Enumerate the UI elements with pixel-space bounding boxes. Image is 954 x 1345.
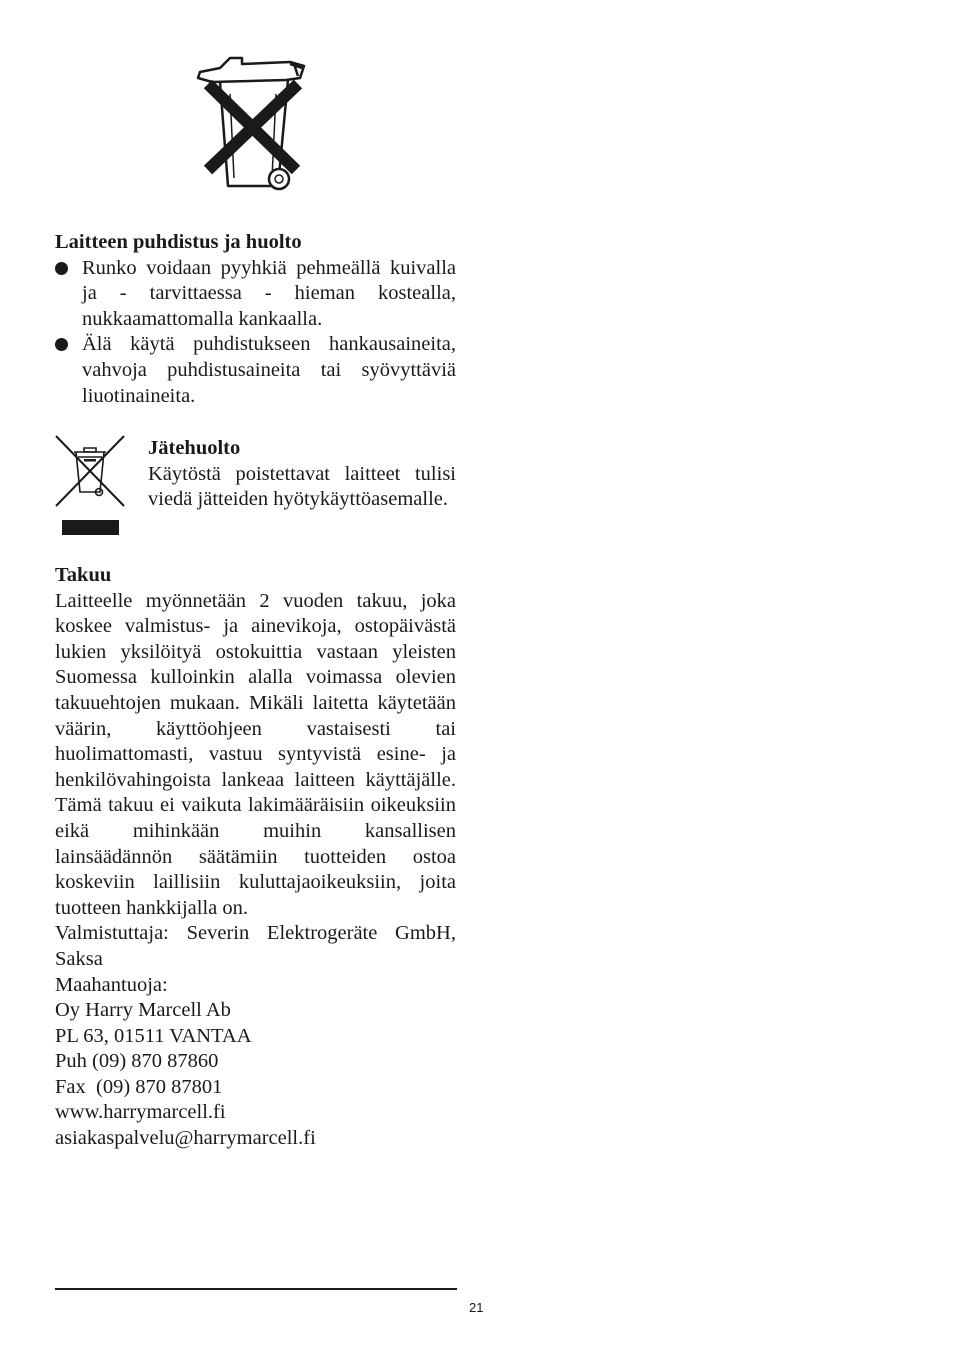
- importer-website[interactable]: www.harrymarcell.fi: [55, 1101, 226, 1124]
- disposal-text: Käytöstä poistettavat laitteet tulisi viedä jätteiden hyötykäyttöasemalle.: [148, 462, 456, 511]
- footer-rule: [55, 1288, 457, 1290]
- page-number: 21: [469, 1300, 484, 1315]
- bullet-icon: [55, 338, 68, 351]
- disposal-heading: Jätehuolto: [148, 437, 241, 459]
- importer-phone: Puh (09) 870 87860: [55, 1050, 219, 1073]
- importer-fax: Fax (09) 870 87801: [55, 1075, 223, 1098]
- weee-crossed-bin-icon: [54, 434, 126, 539]
- manufacturer-line: Valmistuttaja: Severin Elektrogeräte GmbH, Saksa: [55, 922, 456, 970]
- importer-address: PL 63, 01511 VANTAA: [55, 1024, 252, 1047]
- crossed-wheelie-bin-icon: [190, 50, 310, 195]
- cleaning-bullet-list: [55, 256, 456, 410]
- list-item: [55, 256, 456, 333]
- list-item: [55, 332, 456, 409]
- importer-name: Oy Harry Marcell Ab: [55, 999, 231, 1022]
- bullet-text: Runko voidaan pyyhkiä pehmeällä kuivalla ja - tarvittaessa - hieman kostealla, nukkaamattomalla kankaalla.: [82, 256, 456, 330]
- warranty-text: Laitteelle myönnetään 2 vuoden takuu, joka koskee valmistus- ja ainevikoja, ostopäivästä lukien yksilöityä ostokuittia vastaan yleisten Suomessa kulloinkin alalla voimassa olevien takuuehtojen mukaan. Mikäli laitetta käytetään väärin, käyttöohjeen vastaisesti tai huolimattomasti, vastuu syntyvistä esine- ja henkilövahingoista lankeaa laitteen käyttäjälle. Tämä takuu ei vaikuta lakimääräisiin oikeuksiin eikä mihinkään muihin kansallisen lainsäädännön säätämiin tuotteiden ostoa koskeviin laillisiin kuluttajaoikeuksiin, joita tuotteen hankkijalla on.: [55, 589, 456, 919]
- importer-label: Maahantuoja:: [55, 973, 168, 996]
- warranty-heading: Takuu: [55, 564, 112, 586]
- disposal-section: [148, 436, 456, 513]
- cleaning-section: [55, 230, 456, 409]
- importer-email[interactable]: asiakaspalvelu@harrymarcell.fi: [55, 1127, 316, 1150]
- bullet-text: Älä käytä puhdistukseen hankausaineita, vahvoja puhdistusaineita tai syövyttäviä liuotinaineita.: [82, 333, 456, 407]
- warranty-section: [55, 563, 456, 1152]
- cleaning-heading: Laitteen puhdistus ja huolto: [55, 231, 302, 253]
- bullet-icon: [55, 262, 68, 275]
